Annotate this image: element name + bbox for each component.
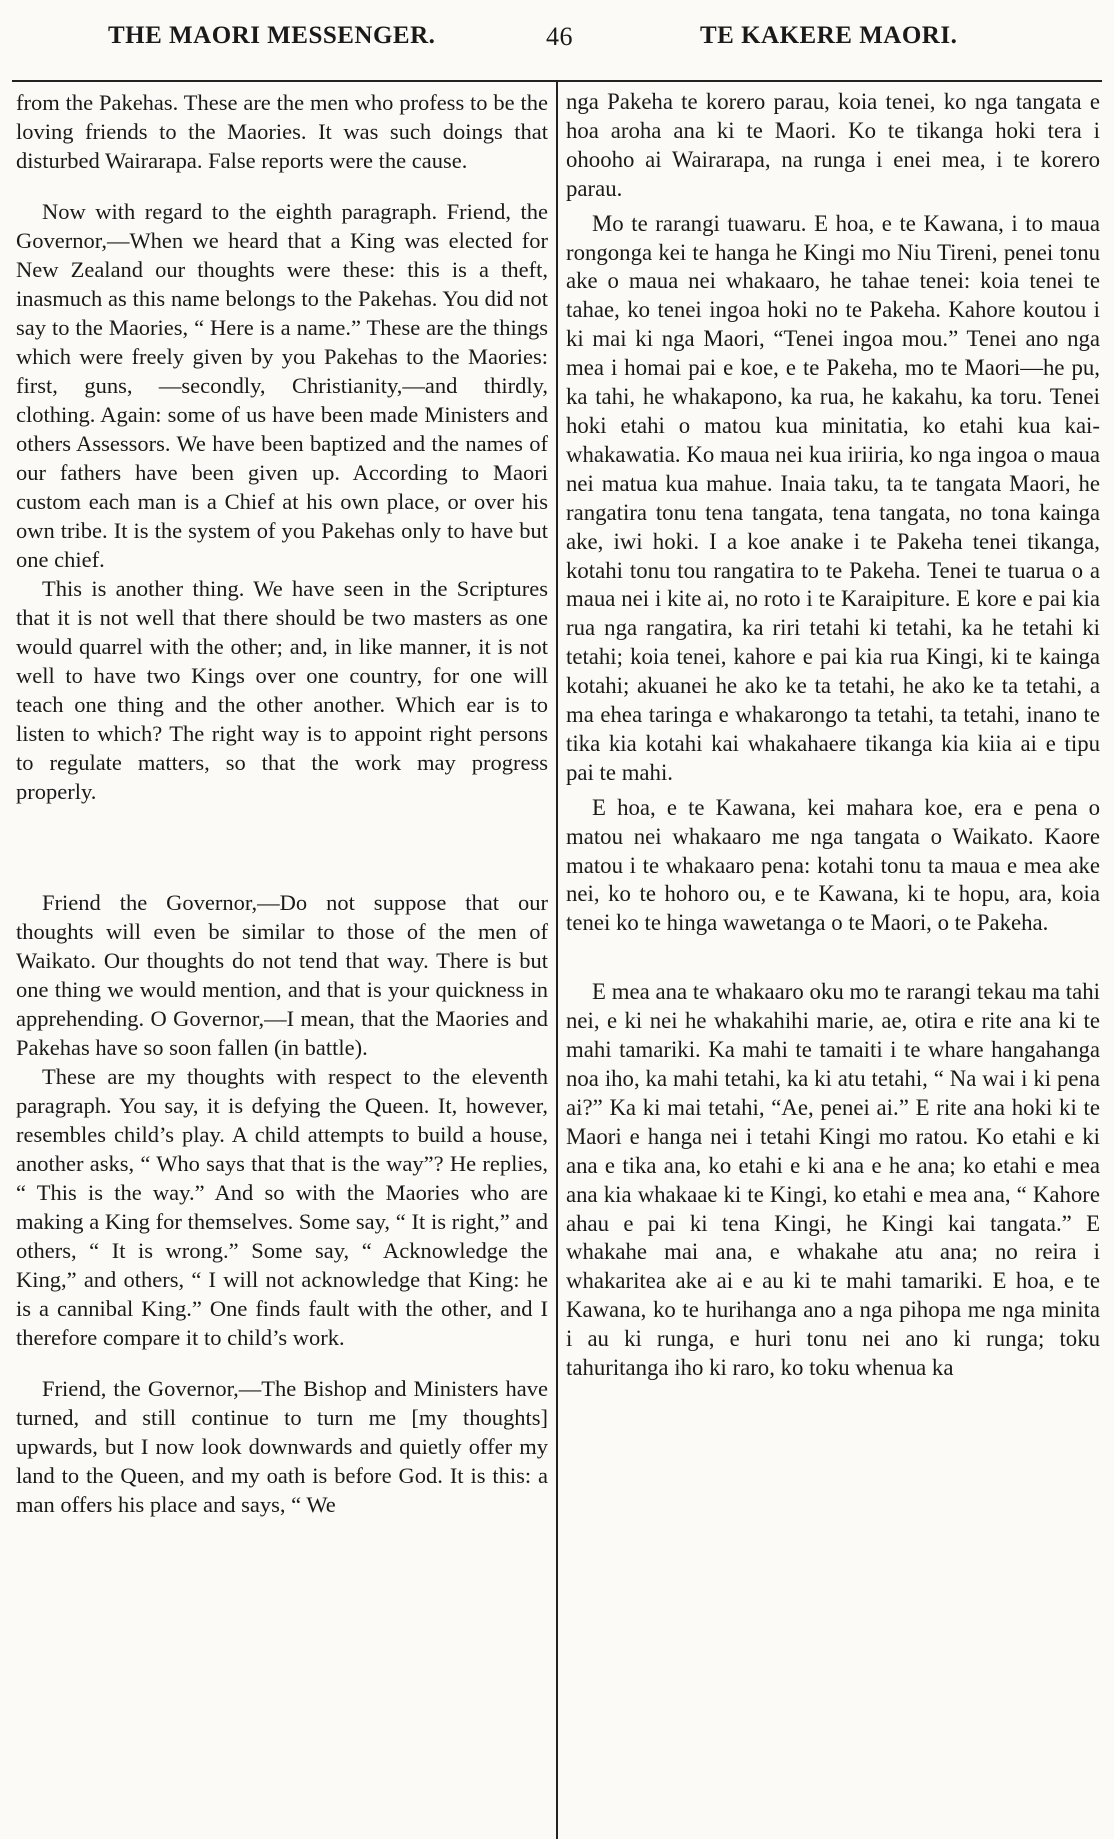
- english-column: [16, 88, 548, 1519]
- maori-column: [566, 88, 1100, 1383]
- page-header: [0, 18, 1114, 66]
- english-paragraph: Now with regard to the eighth paragraph. Friend, the Governor,—When we heard that a King was elected for New Zealand our thoughts were these: this is a theft, inasmuch as this name belongs to the Pakehas. You did not say to the Maories, “ Here is a name.” These are the things which were freely given by you Pakehas to the Maories: first, guns, —secondly, Christianity,—and thirdly, clothing. Again: some of us have been made Ministers and others Assessors. We have been baptized and the names of our fathers have been given up. According to Maori custom each man is a Chief at his own place, or over his own tribe. It is the system of you Pakehas only to have but one chief.: [16, 199, 548, 572]
- maori-masthead: TE KAKERE MAORI.: [700, 22, 958, 49]
- maori-paragraph: E hoa, e te Kawana, kei mahara koe, era e pena o matou nei whakaaro me nga tangata o Waikato. Kaore matou i te whakaaro pena: kotahi tonu ta maua e mea ake nei, ko te hohoro ou, e te Kawana, ki te hopu, ara, koia tenei ko te hinga wawetanga o te Maori, o te Pakeha.: [566, 794, 1100, 936]
- column-divider: [556, 82, 558, 1839]
- english-paragraph: Friend the Governor,—Do not suppose that our thoughts will even be similar to those of the men of Waikato. Our thoughts do not tend that way. There is but one thing we would mention, and that is your quickness in apprehending. O Governor,—I mean, that the Maories and Pakehas have so soon fallen (in battle).: [16, 890, 548, 1060]
- english-paragraph: from the Pakehas. These are the men who profess to be the loving friends to the Maories. It was such doings that disturbed Wairarapa. False reports were the cause.: [16, 90, 548, 173]
- english-masthead: THE MAORI MESSENGER.: [108, 22, 436, 49]
- english-paragraph: Friend, the Governor,—The Bishop and Ministers have turned, and still continue to turn me [my thoughts] upwards, but I now look downwards and quietly offer my land to the Queen, and my oath is before God. It is this: a man offers his place and says, “ We: [16, 1376, 548, 1517]
- page-number: 46: [546, 22, 573, 51]
- maori-paragraph: E mea ana te whakaaro oku mo te rarangi tekau ma tahi nei, e ki nei he whakahihi marie, ae, otira e rite ana ki te mahi tamariki. Ka mahi te tamaiti i te whare hangahanga noa iho, ka mahi tetahi, ka ki atu tetahi, “ Na wai i ki pena ai?” Ka ki mai tetahi, “Ae, penei ai.” E rite ana hoki ki te Maori e hanga nei i tetahi Kingi mo ratou. Ko etahi e ki ana e tika ana, ko etahi e ki ana e he ana; ko etahi e mea ana kia whakaae ki te Kingi, ko etahi e mea ana, “ Kahore ahau e pai ki tena Kingi, he Kingi kai tangata.” E whakahe mai ana, e whakahe atu ana; no reira i whakaritea ake ai e au ki te mahi tamariki. E hoa, e te Kawana, ko te hurihanga ano a nga pihopa me nga minita i au ki runga, e huri tonu nei ano ki runga; toku tahuritanga iho ki raro, ko toku whenua ka: [566, 979, 1100, 1381]
- maori-paragraph: nga Pakeha te korero parau, koia tenei, ko nga tangata e hoa aroha ana ki te Maori. Ko te tikanga hoki tera i ohooho ai Wairarapa, na runga i enei mea, i te korero parau.: [566, 89, 1100, 201]
- maori-paragraph: Mo te rarangi tuawaru. E hoa, e te Kawana, i to maua rongonga kei te hanga he Kingi mo Niu Tireni, penei tonu ake o maua nei whakaaro, he tahae tenei: koia tenei te tahae, ko tenei ingoa hoki no te Pakeha. Kahore koutou i ki mai ki nga Maori, “Tenei ingoa mou.” Tenei ano nga mea i homai pai e koe, e te Pakeha, mo te Maori—he pu, ka tahi, he whakapono, ka rua, he kakahu, ka toru. Tenei hoki etahi o matou kua minitatia, ko etahi kua kai-whakawatia. Ko maua nei kua iriiria, ko nga ingoa o maua nei matua kua mahue. Inaia taku, ta te tangata Maori, he rangatira tonu tena tangata, tena tangata, no tona kainga ake, iwi hoki. I a koe anake i te Pakeha tenei tikanga, kotahi tonu tou rangatira to te Pakeha. Tenei te tuarua o a maua nei i kite ai, no roto i te Karaipiture. E kore e pai kia rua nga rangatira, ka riri tetahi ki tetahi, ka he tetahi ki tetahi; koia tenei, kahore e pai kia rua Kingi, ki te kainga kotahi; akuanei he ako ke ta tetahi, he ako ke ta tetahi, a ma ehea taringa e whakarongo ta tetahi, ta tetahi, inano te tika kia kotahi kai whakahaere tikanga kia kiia ai e tipu pai te mahi.: [566, 210, 1100, 785]
- english-paragraph: This is another thing. We have seen in the Scriptures that it is not well that there should be two masters as one would quarrel with the other; and, in like manner, it is not well to have two Kings over one country, for one will teach one thing and the other another. Which ear is to listen to which? The right way is to appoint right persons to regulate matters, so that the work may progress properly.: [16, 576, 548, 804]
- english-paragraph: These are my thoughts with respect to the eleventh paragraph. You say, it is defying the Queen. It, however, resembles child’s play. A child attempts to build a house, another asks, “ Who says that that is the way”? He replies, “ This is the way.” And so with the Maories who are making a King for themselves. Some say, “ It is right,” and others, “ It is wrong.” Some say, “ Acknowledge the King,” and others, “ I will not acknowledge that King: he is a cannibal King.” One finds fault with the other, and I therefore compare it to child’s work.: [16, 1064, 548, 1350]
